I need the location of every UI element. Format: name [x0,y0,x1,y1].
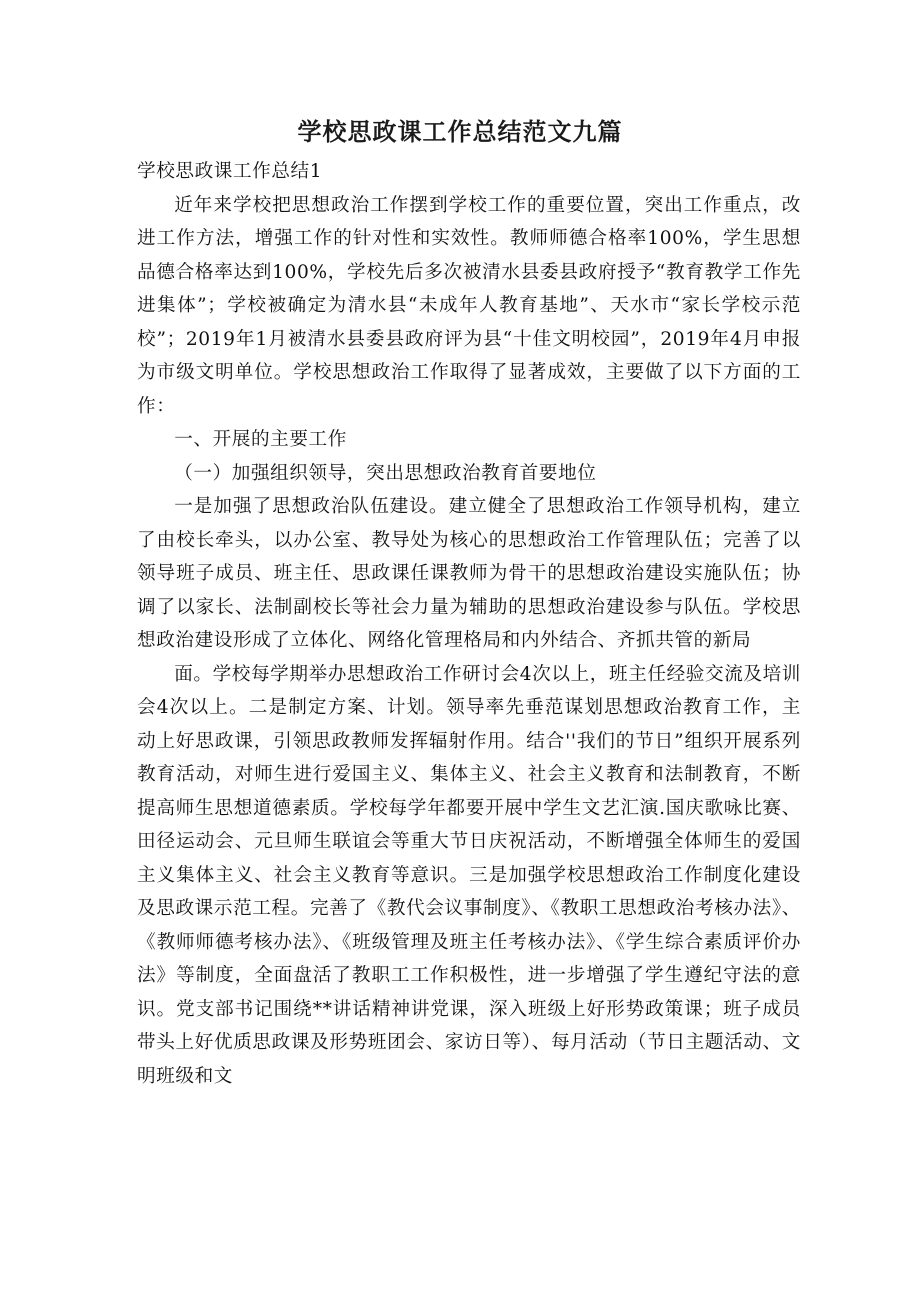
paragraph-continuation: 面。学校每学期举办思想政治工作研讨会4次以上，班主任经验交流及培训会4次以上。二是制定方案、计划。领导率先垂范谋划思想政治教育工作，主动上好思政课，引领思政教师发挥辐射作用。结合''我们的节日”组织开展系列教育活动，对师生进行爱国主义、集体主义、社会主义教育和法制教育，不断提高师生思想道德素质。学校每学年都要开展中学生文艺汇演.国庆歌咏比赛、田径运动会、元旦师生联谊会等重大节日庆祝活动，不断增强全体师生的爱国主义集体主义、社会主义教育等意识。三是加强学校思想政治工作制度化建设及思政课示范工程。完善了《教代会议事制度》、《教职工思想政治考核办法》、《教师师德考核办法》、《班级管理及班主任考核办法》、《学生综合素质评价办法》等制度，全面盘活了教职工工作积极性，进一步增强了学生遵纪守法的意识。党支部书记围绕**讲话精神讲党课，深入班级上好形势政策课；班子成员带头上好优质思政课及形势班团会、家访日等）、每月活动（节日主题活动、文明班级和文 [137,663,801,1087]
document-body [137,155,801,1093]
paragraph-team-building: 一是加强了思想政治队伍建设。建立健全了思想政治工作领导机构，建立了由校长牵头，以办公室、教导处为核心的思想政治工作管理队伍；完善了以领导班子成员、班主任、思政课任课教师为骨干的思想政治建设实施队伍；协调了以家长、法制副校长等社会力量为辅助的思想政治建设参与队伍。学校思想政治建设形成了立体化、网络化管理格局和内外结合、齐抓共管的新局 [137,496,801,651]
paragraph-intro: 近年来学校把思想政治工作摆到学校工作的重要位置，突出工作重点，改进工作方法，增强工作的针对性和实效性。教师师德合格率100%，学生思想品德合格率达到100%，学校先后多次被清水县委县政府授予“教育教学工作先进集体”；学校被确定为清水县“未成年人教育基地”、天水市“家长学校示范校”；2019年1月被清水县委县政府评为县“十佳文明校园”，2019年4月申报为市级文明单位。学校思想政治工作取得了显著成效，主要做了以下方面的工作： [137,194,801,417]
subheading-organization: （一）加强组织领导，突出思想政治教育首要地位 [174,462,597,484]
heading-main-work: 一、开展的主要工作 [174,429,347,450]
document-title: 学校思政课工作总结范文九篇 [297,118,623,146]
section-title: 学校思政课工作总结1 [137,161,323,182]
